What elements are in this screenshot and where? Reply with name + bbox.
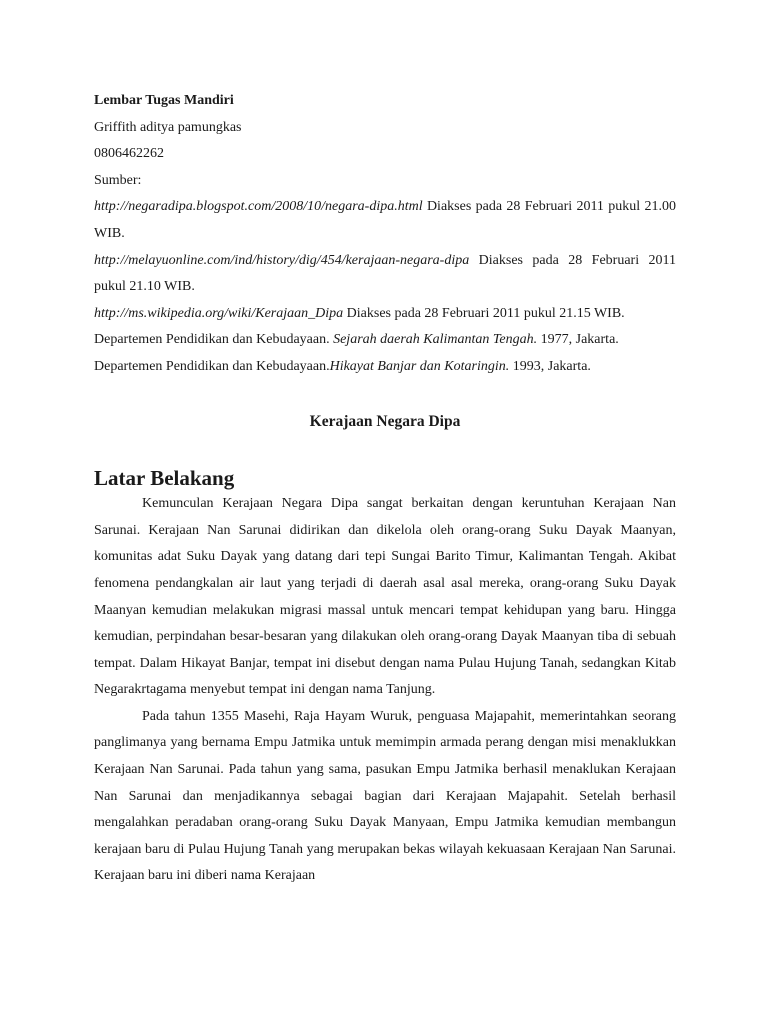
source-accessed: Diakses pada 28 Februari 2011 pukul 21.10 WIB. bbox=[94, 252, 676, 295]
section-heading: Latar Belakang bbox=[94, 465, 235, 490]
source-accessed: Diakses pada 28 Februari 2011 pukul 21.15 WIB. bbox=[343, 305, 625, 321]
sources-label: Sumber: bbox=[94, 172, 142, 188]
source-author: Departemen Pendidikan dan Kebudayaan. bbox=[94, 358, 330, 374]
source-author: Departemen Pendidikan dan Kebudayaan. bbox=[94, 332, 334, 348]
body-paragraph: Kemunculan Kerajaan Negara Dipa sangat berkaitan dengan keruntuhan Kerajaan Nan Sarunai. Kerajaan Nan Sarunai didirikan dan dikelola oleh orang-orang Suku Dayak Maanyan, komunitas adat Suku Dayak yang datang dari tepi Sungai Barito Timur, Kalimantan Tengah. Akibat fenomena pendangkalan air laut yang terjadi di daerah asal asal mereka, orang-orang Suku Dayak Maanyan kemudian melakukan migrasi massal untuk mencari tempat kehidupan yang baru. Hingga kemudian, perpindahan besar-besaran yang dilakukan oleh orang-orang Dayak Maanyan tiba di sebuah tempat. Dalam Hikayat Banjar, tempat ini disebut dengan nama Pulau Hujung Tanah, sedangkan Kitab Negarakrtagama menyebut tempat ini dengan nama Tanjung. bbox=[94, 496, 676, 698]
source-book-title: Sejarah daerah Kalimantan Tengah. bbox=[333, 332, 538, 348]
source-list bbox=[94, 194, 676, 380]
source-url[interactable]: http://melayuonline.com/ind/history/dig/454/kerajaan-negara-dipa bbox=[94, 252, 470, 268]
source-entry bbox=[94, 194, 676, 247]
assignment-title: Lembar Tugas Mandiri bbox=[94, 93, 234, 108]
student-name: Griffith aditya pamungkas bbox=[94, 119, 242, 135]
source-entry bbox=[94, 354, 676, 381]
source-entry bbox=[94, 327, 676, 354]
document-page bbox=[94, 88, 676, 890]
source-entry bbox=[94, 301, 676, 328]
source-entry bbox=[94, 248, 676, 301]
source-accessed: Diakses pada 28 Februari 2011 pukul 21.00 WIB. bbox=[94, 199, 676, 241]
source-publication: 1993, Jakarta. bbox=[509, 358, 591, 374]
document-title: Kerajaan Negara Dipa bbox=[309, 412, 461, 430]
source-book-title: Hikayat Banjar dan Kotaringin. bbox=[329, 358, 510, 374]
body-paragraph: Pada tahun 1355 Masehi, Raja Hayam Wuruk, penguasa Majapahit, memerintahkan seorang panglimanya yang bernama Empu Jatmika untuk memimpin armada perang dengan misi menaklukkan Kerajaan Nan Sarunai. Pada tahun yang sama, pasukan Empu Jatmika berhasil menaklukan Kerajaan Nan Sarunai dan menjadikannya sebagai bagian dari Kerajaan Majapahit. Setelah berhasil mengalahkan peradaban orang-orang Suku Dayak Manyaan, Empu Jatmika kemudian membangun kerajaan baru di Pulau Hujung Tanah yang merupakan bekas wilayah kekuasaan Kerajaan Nan Sarunai. Kerajaan baru ini diberi nama Kerajaan bbox=[94, 708, 676, 884]
source-publication: 1977, Jakarta. bbox=[537, 332, 619, 348]
source-url[interactable]: http://negaradipa.blogspot.com/2008/10/negara-dipa.html bbox=[94, 199, 423, 215]
header-block bbox=[94, 88, 676, 194]
source-url[interactable]: http://ms.wikipedia.org/wiki/Kerajaan_Dipa bbox=[94, 305, 344, 321]
student-id: 0806462262 bbox=[94, 146, 164, 162]
